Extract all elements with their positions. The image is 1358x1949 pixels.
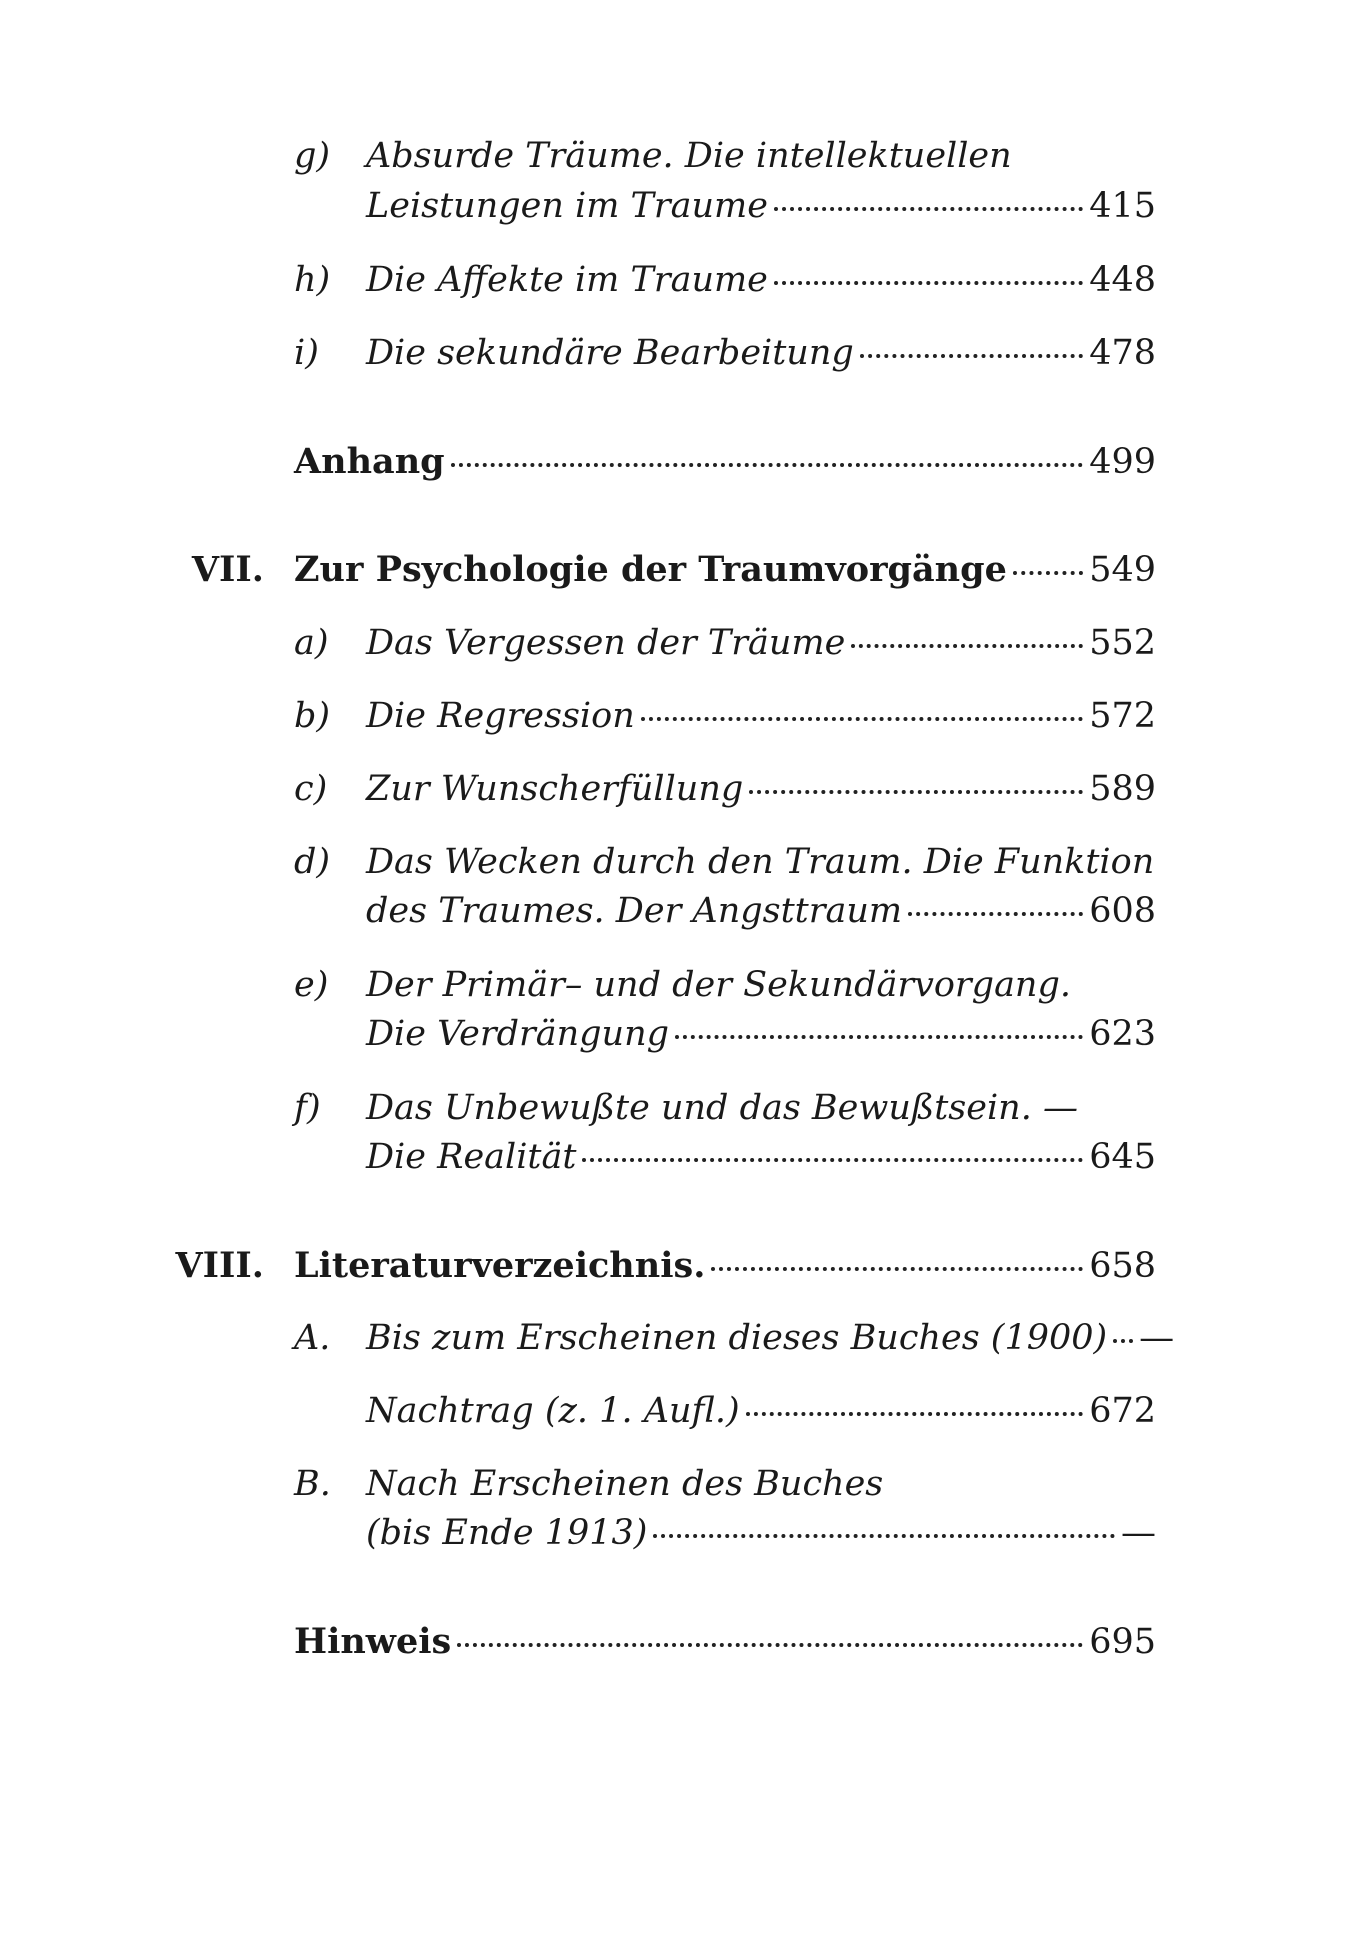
toc-line	[366, 769, 1156, 819]
page-number: —	[1139, 1318, 1175, 1358]
entry-letter: B.	[294, 1464, 331, 1504]
entry-letter: h)	[294, 260, 331, 300]
dot-leader	[851, 644, 1083, 648]
dot-leader	[774, 207, 1083, 211]
toc-line	[366, 1014, 1156, 1064]
entry-letter: a)	[294, 623, 329, 663]
entry-title-line-2: Die Realität	[366, 1137, 577, 1177]
entry-letter: e)	[294, 965, 329, 1005]
dot-leader	[1013, 571, 1083, 575]
toc-line	[366, 891, 1156, 941]
dot-leader	[711, 1267, 1083, 1271]
entry-title-line-1: Der Primär– und der Sekundärvorgang.	[366, 965, 1072, 1005]
page-number: 572	[1089, 696, 1156, 736]
page-number: 552	[1089, 623, 1156, 663]
toc-line	[366, 1391, 1156, 1441]
dot-leader	[582, 1158, 1083, 1162]
chapter-title: Zur Psychologie der Traumvorgänge	[294, 549, 1007, 590]
entry-title: Hinweis	[294, 1621, 452, 1662]
entry-title: Die Regression	[366, 696, 635, 736]
dot-leader	[653, 1534, 1115, 1538]
entry-title: Die Affekte im Traume	[366, 260, 768, 300]
toc-line	[294, 549, 1156, 599]
entry-title-line-2: des Traumes. Der Angsttraum	[366, 891, 903, 931]
toc-line	[366, 623, 1156, 673]
toc-line	[294, 1621, 1156, 1671]
entry-title: Das Vergessen der Träume	[366, 623, 846, 663]
page-number: 415	[1089, 186, 1156, 226]
page-number: 608	[1089, 891, 1156, 931]
entry-title-line-1: Absurde Träume. Die intellektuellen	[366, 136, 1012, 176]
page-number: 448	[1089, 260, 1156, 300]
page-number: 478	[1089, 333, 1156, 373]
page-number: 589	[1089, 769, 1156, 809]
dot-leader	[774, 281, 1083, 285]
toc-line	[294, 1245, 1156, 1295]
dot-leader	[749, 790, 1083, 794]
entry-title: Die sekundäre Bearbeitung	[366, 333, 854, 373]
page-number: 695	[1089, 1622, 1156, 1662]
entry-title: Nachtrag (z. 1. Aufl.)	[366, 1391, 740, 1431]
entry-letter: i)	[294, 333, 319, 373]
entry-title: Anhang	[294, 441, 445, 482]
dot-leader	[641, 717, 1083, 721]
toc-line	[294, 441, 1156, 491]
entry-letter: b)	[294, 696, 331, 736]
page-number: 645	[1089, 1137, 1156, 1177]
page-number: —	[1121, 1513, 1156, 1553]
entry-title-line-1: Das Wecken durch den Traum. Die Funktion	[366, 842, 1155, 882]
dot-leader	[908, 912, 1083, 916]
entry-title-line-1: Nach Erscheinen des Buches	[366, 1464, 884, 1504]
dot-leader	[746, 1412, 1084, 1416]
toc-line	[366, 186, 1156, 236]
entry-letter: A.	[294, 1318, 331, 1358]
toc-line	[366, 260, 1156, 310]
entry-letter: c)	[294, 769, 328, 809]
dot-leader	[457, 1643, 1083, 1647]
entry-letter: f)	[294, 1088, 321, 1128]
page-number: 549	[1089, 550, 1156, 590]
toc-line	[366, 1513, 1156, 1563]
entry-letter: d)	[294, 842, 331, 882]
dot-leader	[451, 463, 1084, 467]
toc-line	[366, 1137, 1156, 1187]
entry-title: Zur Wunscherfüllung	[366, 769, 744, 809]
chapter-number: VIII.	[175, 1245, 264, 1286]
dot-leader	[1113, 1339, 1133, 1343]
chapter-number: VII.	[191, 549, 264, 590]
entry-title-line-2: (bis Ende 1913)	[366, 1513, 648, 1553]
toc-line	[366, 1318, 1175, 1368]
toc-line	[366, 333, 1156, 383]
page-number: 623	[1089, 1014, 1156, 1054]
page-number: 658	[1089, 1246, 1156, 1286]
toc-line	[366, 696, 1156, 746]
entry-title-line-2: Leistungen im Traume	[366, 186, 768, 226]
entry-title-line-2: Die Verdrängung	[366, 1014, 670, 1054]
entry-title: Bis zum Erscheinen dieses Buches (1900)	[366, 1318, 1108, 1358]
dot-leader	[860, 354, 1083, 358]
page-number: 672	[1089, 1391, 1156, 1431]
dot-leader	[675, 1035, 1083, 1039]
entry-letter: g)	[294, 136, 331, 176]
chapter-title: Literaturverzeichnis.	[294, 1245, 706, 1286]
entry-title-line-1: Das Unbewußte und das Bewußtsein. —	[366, 1088, 1078, 1128]
page-number: 499	[1089, 442, 1156, 482]
